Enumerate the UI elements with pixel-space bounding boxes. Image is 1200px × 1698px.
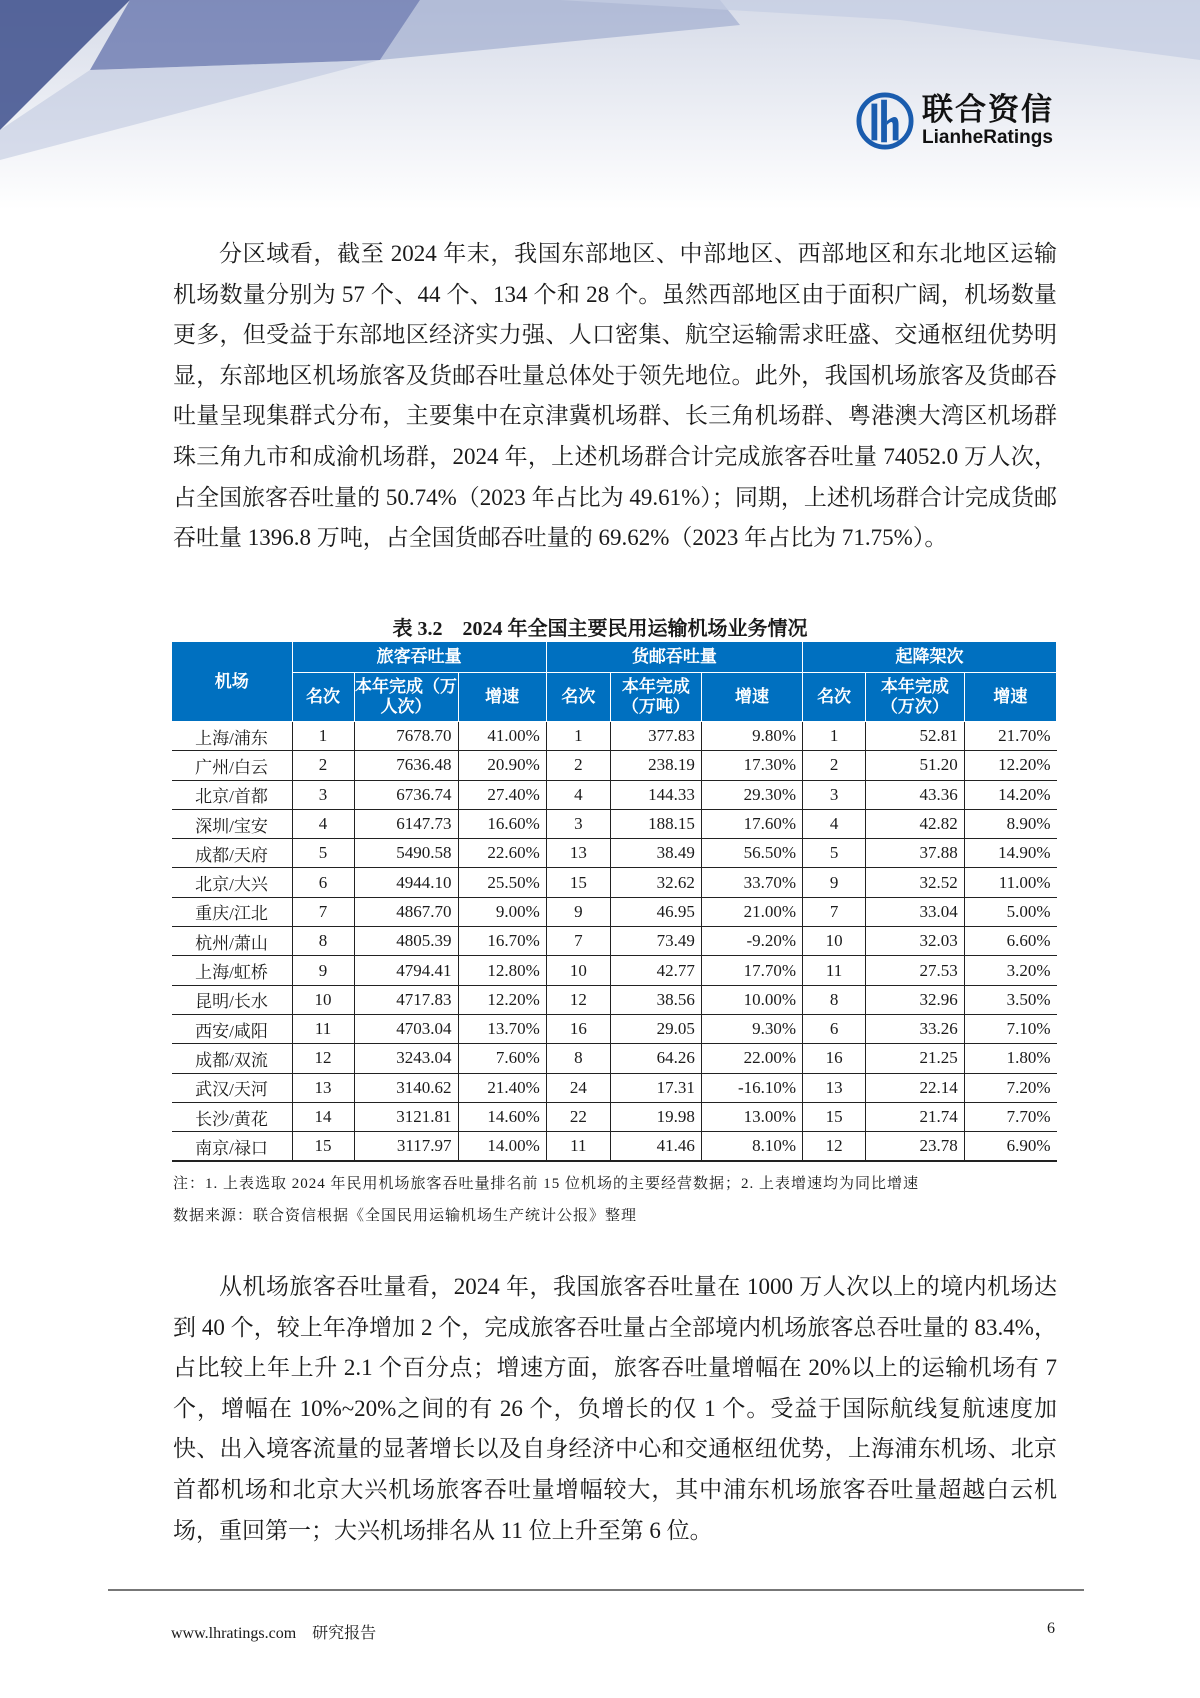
table-cell: 13 xyxy=(292,1073,354,1102)
table-cell: 6 xyxy=(292,868,354,897)
table-cell: 8.10% xyxy=(701,1132,802,1162)
table-row xyxy=(172,985,1057,1014)
table-cell: 51.20 xyxy=(866,751,965,780)
table-cell: 8 xyxy=(292,927,354,956)
airport-name: 上海/虹桥 xyxy=(172,956,293,985)
table-cell: 6.90% xyxy=(964,1132,1056,1162)
table-cell: 7678.70 xyxy=(354,722,458,751)
table-cell: 6.60% xyxy=(964,927,1056,956)
table-cell: 19.98 xyxy=(610,1102,701,1131)
table-cell: 12 xyxy=(803,1132,866,1162)
table-cell: 42.77 xyxy=(610,956,701,985)
group-passenger: 旅客吞吐量 xyxy=(292,642,546,673)
table-cell: 24 xyxy=(546,1073,610,1102)
table-cell: 144.33 xyxy=(610,780,701,809)
table-row xyxy=(172,722,1057,751)
table-cell: 33.70% xyxy=(701,868,802,897)
col-rank: 名次 xyxy=(803,673,866,722)
table-cell: 14.00% xyxy=(458,1132,546,1162)
table-note: 注：1. 上表选取 2024 年民用机场旅客吞吐量排名前 15 位机场的主要经营数据；2. 上表增速均为同比增速 xyxy=(173,1176,920,1192)
table-cell: 46.95 xyxy=(610,897,701,926)
table-source: 数据来源：联合资信根据《全国民用运输机场生产统计公报》整理 xyxy=(173,1208,638,1224)
table-cell: 56.50% xyxy=(701,839,802,868)
airport-business-table xyxy=(171,641,1057,1162)
table-cell: 52.81 xyxy=(866,722,965,751)
table-cell: 27.53 xyxy=(866,956,965,985)
col-flights-done: 本年完成（万次） xyxy=(866,673,965,722)
table-cell: 16.60% xyxy=(458,809,546,838)
table-cell: 22.00% xyxy=(701,1044,802,1073)
table-cell: 22.60% xyxy=(458,839,546,868)
table-cell: 12.80% xyxy=(458,956,546,985)
table-cell: 8 xyxy=(803,985,866,1014)
table-cell: 1 xyxy=(803,722,866,751)
table-cell: 15 xyxy=(803,1102,866,1131)
table-cell: -9.20% xyxy=(701,927,802,956)
table-cell: 17.31 xyxy=(610,1073,701,1102)
table-cell: 17.30% xyxy=(701,751,802,780)
table-cell: 21.74 xyxy=(866,1102,965,1131)
logo-chinese-name: 联合资信 xyxy=(922,92,1054,127)
table-cell: 73.49 xyxy=(610,927,701,956)
table-cell: 3 xyxy=(803,780,866,809)
table-cell: 22.14 xyxy=(866,1073,965,1102)
paragraph-passenger: 从机场旅客吞吐量看，2024 年，我国旅客吞吐量在 1000 万人次以上的境内机场达到 40 个，较上年净增加 2 个，完成旅客吞吐量占全部境内机场旅客总吞吐量的 83.4%，占比较上年上升 2.1 个百分点；增速方面，旅客吞吐量增幅在 20%以上的运输机场有 7 个，增幅在 10%~20%之间的有 26 个，负增长的仅 1 个。受益于国际航线复航速度加快、出入境客流量的显著增长以及自身经济中心和交通枢纽优势，上海浦东机场、北京首都机场和北京大兴机场旅客吞吐量增幅较大，其中浦东机场旅客吞吐量超越白云机场，重回第一；大兴机场排名从 11 位上升至第 6 位。 xyxy=(173,1274,1057,1543)
table-cell: 5.00% xyxy=(964,897,1056,926)
table-cell: 5 xyxy=(292,839,354,868)
table-cell: 3 xyxy=(546,809,610,838)
table-cell: 17.60% xyxy=(701,809,802,838)
table-cell: 3121.81 xyxy=(354,1102,458,1131)
table-cell: 9.00% xyxy=(458,897,546,926)
table-cell: 9 xyxy=(546,897,610,926)
table-cell: 10 xyxy=(292,985,354,1014)
footer-divider xyxy=(108,1589,1084,1591)
table-cell: 4717.83 xyxy=(354,985,458,1014)
table-row xyxy=(172,839,1057,868)
table-cell: 7.20% xyxy=(964,1073,1056,1102)
airport-name: 北京/大兴 xyxy=(172,868,293,897)
table-cell: 6 xyxy=(803,1014,866,1043)
table-cell: 37.88 xyxy=(866,839,965,868)
table-cell: 2 xyxy=(546,751,610,780)
table-cell: 32.62 xyxy=(610,868,701,897)
table-cell: 38.49 xyxy=(610,839,701,868)
table-cell: 4 xyxy=(546,780,610,809)
table-cell: 7.70% xyxy=(964,1102,1056,1131)
table-cell: 8.90% xyxy=(964,809,1056,838)
table-cell: 14.90% xyxy=(964,839,1056,868)
table-cell: 41.46 xyxy=(610,1132,701,1162)
table-cell: 5490.58 xyxy=(354,839,458,868)
table-cell: 17.70% xyxy=(701,956,802,985)
table-cell: 1 xyxy=(292,722,354,751)
table-cell: 12.20% xyxy=(964,751,1056,780)
table-cell: 10 xyxy=(803,927,866,956)
table-row xyxy=(172,809,1057,838)
table-cell: 21.25 xyxy=(866,1044,965,1073)
table-cell: 12 xyxy=(292,1044,354,1073)
airport-name: 深圳/宝安 xyxy=(172,809,293,838)
airport-name: 西安/咸阳 xyxy=(172,1014,293,1043)
table-cell: 4944.10 xyxy=(354,868,458,897)
col-growth: 增速 xyxy=(964,673,1056,722)
group-flights: 起降架次 xyxy=(803,642,1057,673)
table-cell: 33.26 xyxy=(866,1014,965,1043)
col-passenger-done: 本年完成（万人次） xyxy=(354,673,458,722)
table-cell: 33.04 xyxy=(866,897,965,926)
table-cell: 32.96 xyxy=(866,985,965,1014)
table-row xyxy=(172,927,1057,956)
footer-site: www.lhratings.com 研究报告 xyxy=(171,1625,377,1642)
table-row xyxy=(172,868,1057,897)
table-cell: 25.50% xyxy=(458,868,546,897)
table-cell: 21.40% xyxy=(458,1073,546,1102)
table-cell: 43.36 xyxy=(866,780,965,809)
col-growth: 增速 xyxy=(458,673,546,722)
table-cell: 21.00% xyxy=(701,897,802,926)
table-cell: 9.30% xyxy=(701,1014,802,1043)
table-cell: 13 xyxy=(803,1073,866,1102)
table-cell: 27.40% xyxy=(458,780,546,809)
table-cell: 4 xyxy=(803,809,866,838)
table-cell: 9 xyxy=(803,868,866,897)
airport-name: 武汉/天河 xyxy=(172,1073,293,1102)
table-cell: 3117.97 xyxy=(354,1132,458,1162)
table-cell: 11 xyxy=(546,1132,610,1162)
table-cell: 1 xyxy=(546,722,610,751)
table-cell: 14.20% xyxy=(964,780,1056,809)
table-cell: 3243.04 xyxy=(354,1044,458,1073)
table-row xyxy=(172,1044,1057,1073)
logo-english-name: LianheRatings xyxy=(922,127,1053,148)
col-cargo-done: 本年完成（万吨） xyxy=(610,673,701,722)
table-cell: -16.10% xyxy=(701,1073,802,1102)
lianhe-logo xyxy=(856,92,1054,150)
airport-name: 上海/浦东 xyxy=(172,722,293,751)
table-cell: 238.19 xyxy=(610,751,701,780)
table-cell: 4805.39 xyxy=(354,927,458,956)
table-cell: 15 xyxy=(546,868,610,897)
airport-name: 昆明/长水 xyxy=(172,985,293,1014)
table-cell: 7636.48 xyxy=(354,751,458,780)
airport-name: 杭州/萧山 xyxy=(172,927,293,956)
table-cell: 1.80% xyxy=(964,1044,1056,1073)
table-row xyxy=(172,751,1057,780)
table-cell: 32.03 xyxy=(866,927,965,956)
table-cell: 21.70% xyxy=(964,722,1056,751)
table-cell: 2 xyxy=(803,751,866,780)
group-cargo: 货邮吞吐量 xyxy=(546,642,802,673)
table-cell: 2 xyxy=(292,751,354,780)
airport-name: 成都/双流 xyxy=(172,1044,293,1073)
table-cell: 29.30% xyxy=(701,780,802,809)
table-cell: 16 xyxy=(803,1044,866,1073)
table-row xyxy=(172,780,1057,809)
table-cell: 6736.74 xyxy=(354,780,458,809)
table-cell: 20.90% xyxy=(458,751,546,780)
paragraph-regional: 分区域看，截至 2024 年末，我国东部地区、中部地区、西部地区和东北地区运输机场数量分别为 57 个、44 个、134 个和 28 个。虽然西部地区由于面积广阔，机场数量更多，但受益于东部地区经济实力强、人口密集、航空运输需求旺盛、交通枢纽优势明显，东部地区机场旅客及货邮吞吐量总体处于领先地位。此外，我国机场旅客及货邮吞吐量呈现集群式分布，主要集中在京津冀机场群、长三角机场群、粤港澳大湾区机场群珠三角九市和成渝机场群，2024 年，上述机场群合计完成旅客吞吐量 74052.0 万人次，占全国旅客吞吐量的 50.74%（2023 年占比为 49.61%）；同期，上述机场群合计完成货邮吞吐量 1396.8 万吨，占全国货邮吞吐量的 69.62%（2023 年占比为 71.75%）。 xyxy=(173,241,1058,551)
col-rank: 名次 xyxy=(292,673,354,722)
airport-name: 长沙/黄花 xyxy=(172,1102,293,1131)
table-cell: 3.20% xyxy=(964,956,1056,985)
airport-name: 重庆/江北 xyxy=(172,897,293,926)
table-cell: 10 xyxy=(546,956,610,985)
table-cell: 38.56 xyxy=(610,985,701,1014)
table-cell: 11 xyxy=(803,956,866,985)
table-cell: 13.00% xyxy=(701,1102,802,1131)
table-cell: 12.20% xyxy=(458,985,546,1014)
table-row xyxy=(172,1102,1057,1131)
col-rank: 名次 xyxy=(546,673,610,722)
table-cell: 11.00% xyxy=(964,868,1056,897)
table-cell: 22 xyxy=(546,1102,610,1131)
table-cell: 10.00% xyxy=(701,985,802,1014)
table-cell: 7.10% xyxy=(964,1014,1056,1043)
table-row xyxy=(172,956,1057,985)
table-cell: 64.26 xyxy=(610,1044,701,1073)
airport-name: 广州/白云 xyxy=(172,751,293,780)
table-cell: 7 xyxy=(292,897,354,926)
table-cell: 7 xyxy=(546,927,610,956)
table-cell: 3.50% xyxy=(964,985,1056,1014)
table-cell: 6147.73 xyxy=(354,809,458,838)
table-row xyxy=(172,1073,1057,1102)
table-cell: 7 xyxy=(803,897,866,926)
table-cell: 4867.70 xyxy=(354,897,458,926)
table-cell: 23.78 xyxy=(866,1132,965,1162)
table-cell: 4703.04 xyxy=(354,1014,458,1043)
table-cell: 188.15 xyxy=(610,809,701,838)
table-cell: 4794.41 xyxy=(354,956,458,985)
table-cell: 13.70% xyxy=(458,1014,546,1043)
table-row xyxy=(172,897,1057,926)
lianhe-logo-icon xyxy=(856,92,914,150)
col-growth: 增速 xyxy=(701,673,802,722)
table-cell: 377.83 xyxy=(610,722,701,751)
table-cell: 41.00% xyxy=(458,722,546,751)
table-row xyxy=(172,1014,1057,1043)
col-airport: 机场 xyxy=(172,642,293,722)
table-cell: 12 xyxy=(546,985,610,1014)
table-cell: 29.05 xyxy=(610,1014,701,1043)
table-cell: 9.80% xyxy=(701,722,802,751)
table-cell: 14 xyxy=(292,1102,354,1131)
airport-name: 成都/天府 xyxy=(172,839,293,868)
table-cell: 15 xyxy=(292,1132,354,1162)
table-cell: 16 xyxy=(546,1014,610,1043)
page-number: 6 xyxy=(1047,1620,1055,1637)
table-cell: 16.70% xyxy=(458,927,546,956)
table-caption: 表 3.2 2024 年全国主要民用运输机场业务情况 xyxy=(392,618,808,640)
table-cell: 11 xyxy=(292,1014,354,1043)
table-cell: 8 xyxy=(546,1044,610,1073)
table-cell: 3 xyxy=(292,780,354,809)
airport-name: 南京/禄口 xyxy=(172,1132,293,1162)
table-row xyxy=(172,1132,1057,1162)
airport-name: 北京/首都 xyxy=(172,780,293,809)
table-cell: 4 xyxy=(292,809,354,838)
table-cell: 7.60% xyxy=(458,1044,546,1073)
table-cell: 5 xyxy=(803,839,866,868)
table-cell: 42.82 xyxy=(866,809,965,838)
table-cell: 14.60% xyxy=(458,1102,546,1131)
table-cell: 13 xyxy=(546,839,610,868)
table-cell: 3140.62 xyxy=(354,1073,458,1102)
table-cell: 9 xyxy=(292,956,354,985)
table-cell: 32.52 xyxy=(866,868,965,897)
